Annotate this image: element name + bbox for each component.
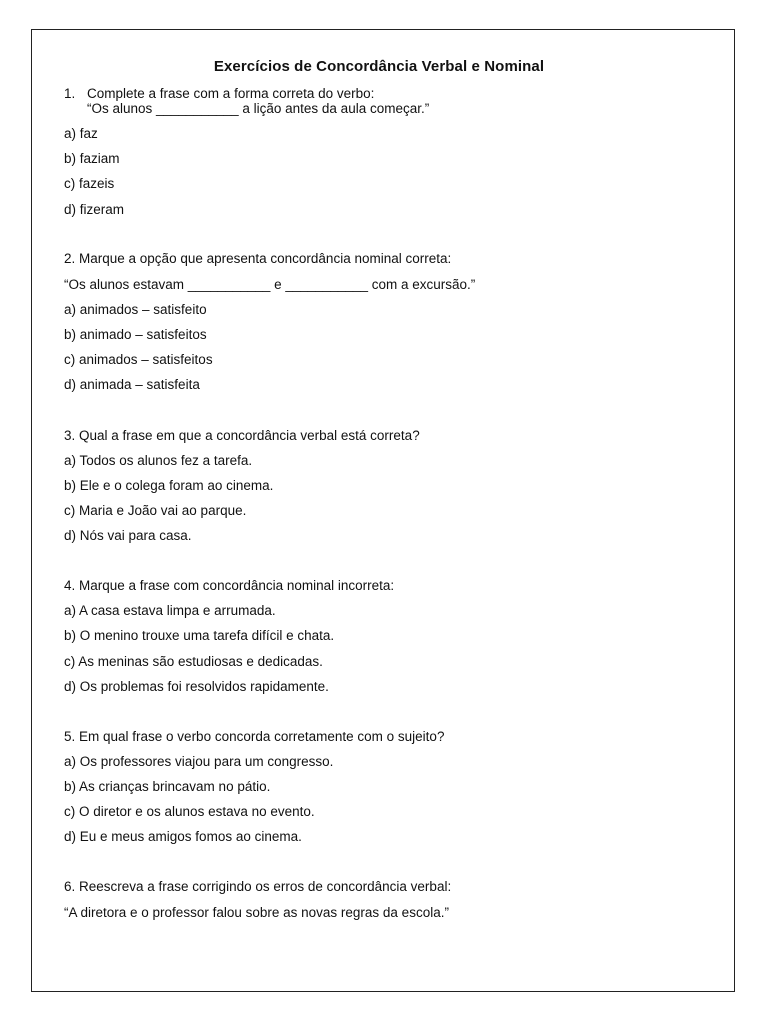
q3-option-d: d) Nós vai para casa. xyxy=(64,528,192,543)
q3-option-b: b) Ele e o colega foram ao cinema. xyxy=(64,478,274,493)
q5-option-a: a) Os professores viajou para um congresso. xyxy=(64,754,334,769)
q1-prompt: Complete a frase com a forma correta do verbo: xyxy=(87,86,375,101)
q3-prompt: 3. Qual a frase em que a concordância verbal está correta? xyxy=(64,428,420,443)
q6-prompt: 6. Reescreva a frase corrigindo os erros de concordância verbal: xyxy=(64,879,452,894)
q1-number: 1. xyxy=(64,86,76,101)
q2-prompt: 2. Marque a opção que apresenta concordância nominal correta: xyxy=(64,251,452,266)
q3-option-c: c) Maria e João vai ao parque. xyxy=(64,503,247,518)
q6-sentence: “A diretora e o professor falou sobre as novas regras da escola.” xyxy=(64,905,449,920)
q4-prompt: 4. Marque a frase com concordância nominal incorreta: xyxy=(64,578,395,593)
q5-option-b: b) As crianças brincavam no pátio. xyxy=(64,779,271,794)
q2-option-a: a) animados – satisfeito xyxy=(64,302,207,317)
q4-option-a: a) A casa estava limpa e arrumada. xyxy=(64,603,276,618)
q1-option-a: a) faz xyxy=(64,126,98,141)
q2-option-c: c) animados – satisfeitos xyxy=(64,352,213,367)
q1-option-b: b) faziam xyxy=(64,151,120,166)
q4-option-c: c) As meninas são estudiosas e dedicadas. xyxy=(64,654,323,669)
q5-option-d: d) Eu e meus amigos fomos ao cinema. xyxy=(64,829,302,844)
q3-option-a: a) Todos os alunos fez a tarefa. xyxy=(64,453,253,468)
q4-option-d: d) Os problemas foi resolvidos rapidamente. xyxy=(64,679,329,694)
q2-option-d: d) animada – satisfeita xyxy=(64,377,200,392)
q1-option-d: d) fizeram xyxy=(64,202,125,217)
q2-option-b: b) animado – satisfeitos xyxy=(64,327,207,342)
q2-sentence: “Os alunos estavam ___________ e ___________ com a excursão.” xyxy=(64,277,476,292)
q1-option-c: c) fazeis xyxy=(64,176,115,191)
q4-option-b: b) O menino trouxe uma tarefa difícil e chata. xyxy=(64,628,335,643)
q5-option-c: c) O diretor e os alunos estava no evento. xyxy=(64,804,315,819)
document-title: Exercícios de Concordância Verbal e Nominal xyxy=(213,58,545,75)
q1-sentence: “Os alunos ___________ a lição antes da aula começar.” xyxy=(87,101,430,116)
q5-prompt: 5. Em qual frase o verbo concorda corretamente com o sujeito? xyxy=(64,729,445,744)
